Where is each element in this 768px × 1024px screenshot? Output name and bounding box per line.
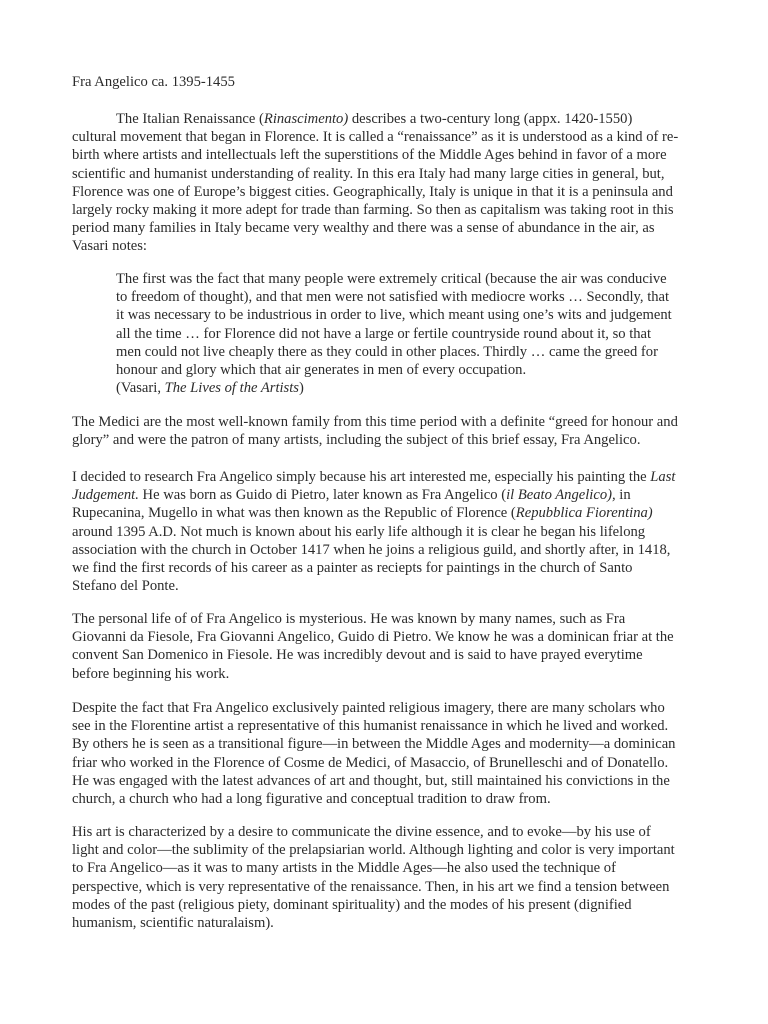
italic-term: Rinascimento) — [263, 111, 349, 127]
document-title: Fra Angelico ca. 1395-1455 — [72, 74, 235, 90]
quote-citation: (Vasari, The Lives of the Artists) — [116, 380, 304, 397]
paragraph-art-characteristics: His art is characterized by a desire to communicate the divine essence, and to evoke—by his use of light and color—the sublimity of the prelapsiarian world. Although lighting and color is very important to Fra Angelico—as it was to many artists in the Middle Ages—he also used the technique of perspective, which is very representative of the renaissance. Then, in his art we find a tension between modes of the past (religious piety, dominant spirituality) and the modes of his present (dignified humanism, scientific naturalaism). — [72, 824, 675, 932]
paragraph-research: I decided to research Fra Angelico simply because his art interested me, especially his painting the Last Judgement. He was born as Guido di Pietro, later known as Fra Angelico (il Beato Angelico), in Rupecanina, Mugello in what was then known as the Republic of Florence (Repubblica Fiorentina) around 1395 A.D. Not much is known about his early life although it is clear he began his lifelong association with the church in October 1417 when he joins a religious guild, and shortly after, in 1418, we find the first records of his career as a painter as reciepts for paintings in the church of Santo Stefano del Ponte. — [72, 469, 676, 595]
block-quote-vasari: The first was the fact that many people were extremely critical (because the air was conducive to freedom of thought), and that men were not satisfied with mediocre works … Secondly, that it was necessary to be industrious in order to live, which meant using one’s wits and judgement all the time … for Florence did not have a large or fertile countryside round about it, so that men could not live cheaply there as they could in other places. Thirdly … came the greed for honour and glory which that air generates in men of every occupation. (Vasari, The Lives of the Artists) — [116, 270, 702, 397]
paragraph-humanism: Despite the fact that Fra Angelico exclusively painted religious imagery, there are many scholars who see in the Florentine artist a representative of this humanist renaissance in which he lived and worked. By others he is seen as a transitional figure—in between the Middle Ages and modernity—a dominican friar who worked in the Florence of Cosme de Medici, of Masaccio, of Brunelleschi and of Donatello. He was engaged with the latest advances of art and thought, but, still maintained his convictions in the church, a church who had a long figurative and conceptual tradition to draw from. — [72, 700, 676, 808]
paragraph-medici: The Medici are the most well-known family from this time period with a definite “greed for honour and glory” and were the patron of many artists, including the subject of this brief essay, Fra Angelico. — [72, 414, 678, 449]
paragraph-introduction: The Italian Renaissance (Rinascimento) describes a two-century long (appx. 1420-1550) cultural movement that began in Florence. It is called a “renaissance” as it is understood as a kind of re- birth where artists and intellectuals left the superstitions of the Middle Ages behind in favor of a more scientific and humanist understanding of reality. In this era Italy had many large cities in general, but, Florence was one of Europe’s biggest cities. Geographically, Italy is unique in that it is a peninsula and largely rocky making it more adept for trade than farming. So then as capitalism was taking root in this period many families in Italy became very wealthy and there was a sense of abundance in the air, as Vasari notes: — [72, 111, 679, 255]
paragraph-personal-life: The personal life of of Fra Angelico is mysterious. He was known by many names, such as Fra Giovanni da Fiesole, Fra Giovanni Angelico, Guido di Pietro. We know he was a dominican friar at the convent San Domenico in Fiesole. He was incredibly devout and is said to have prayed everytime before beginning his work. — [72, 611, 674, 682]
